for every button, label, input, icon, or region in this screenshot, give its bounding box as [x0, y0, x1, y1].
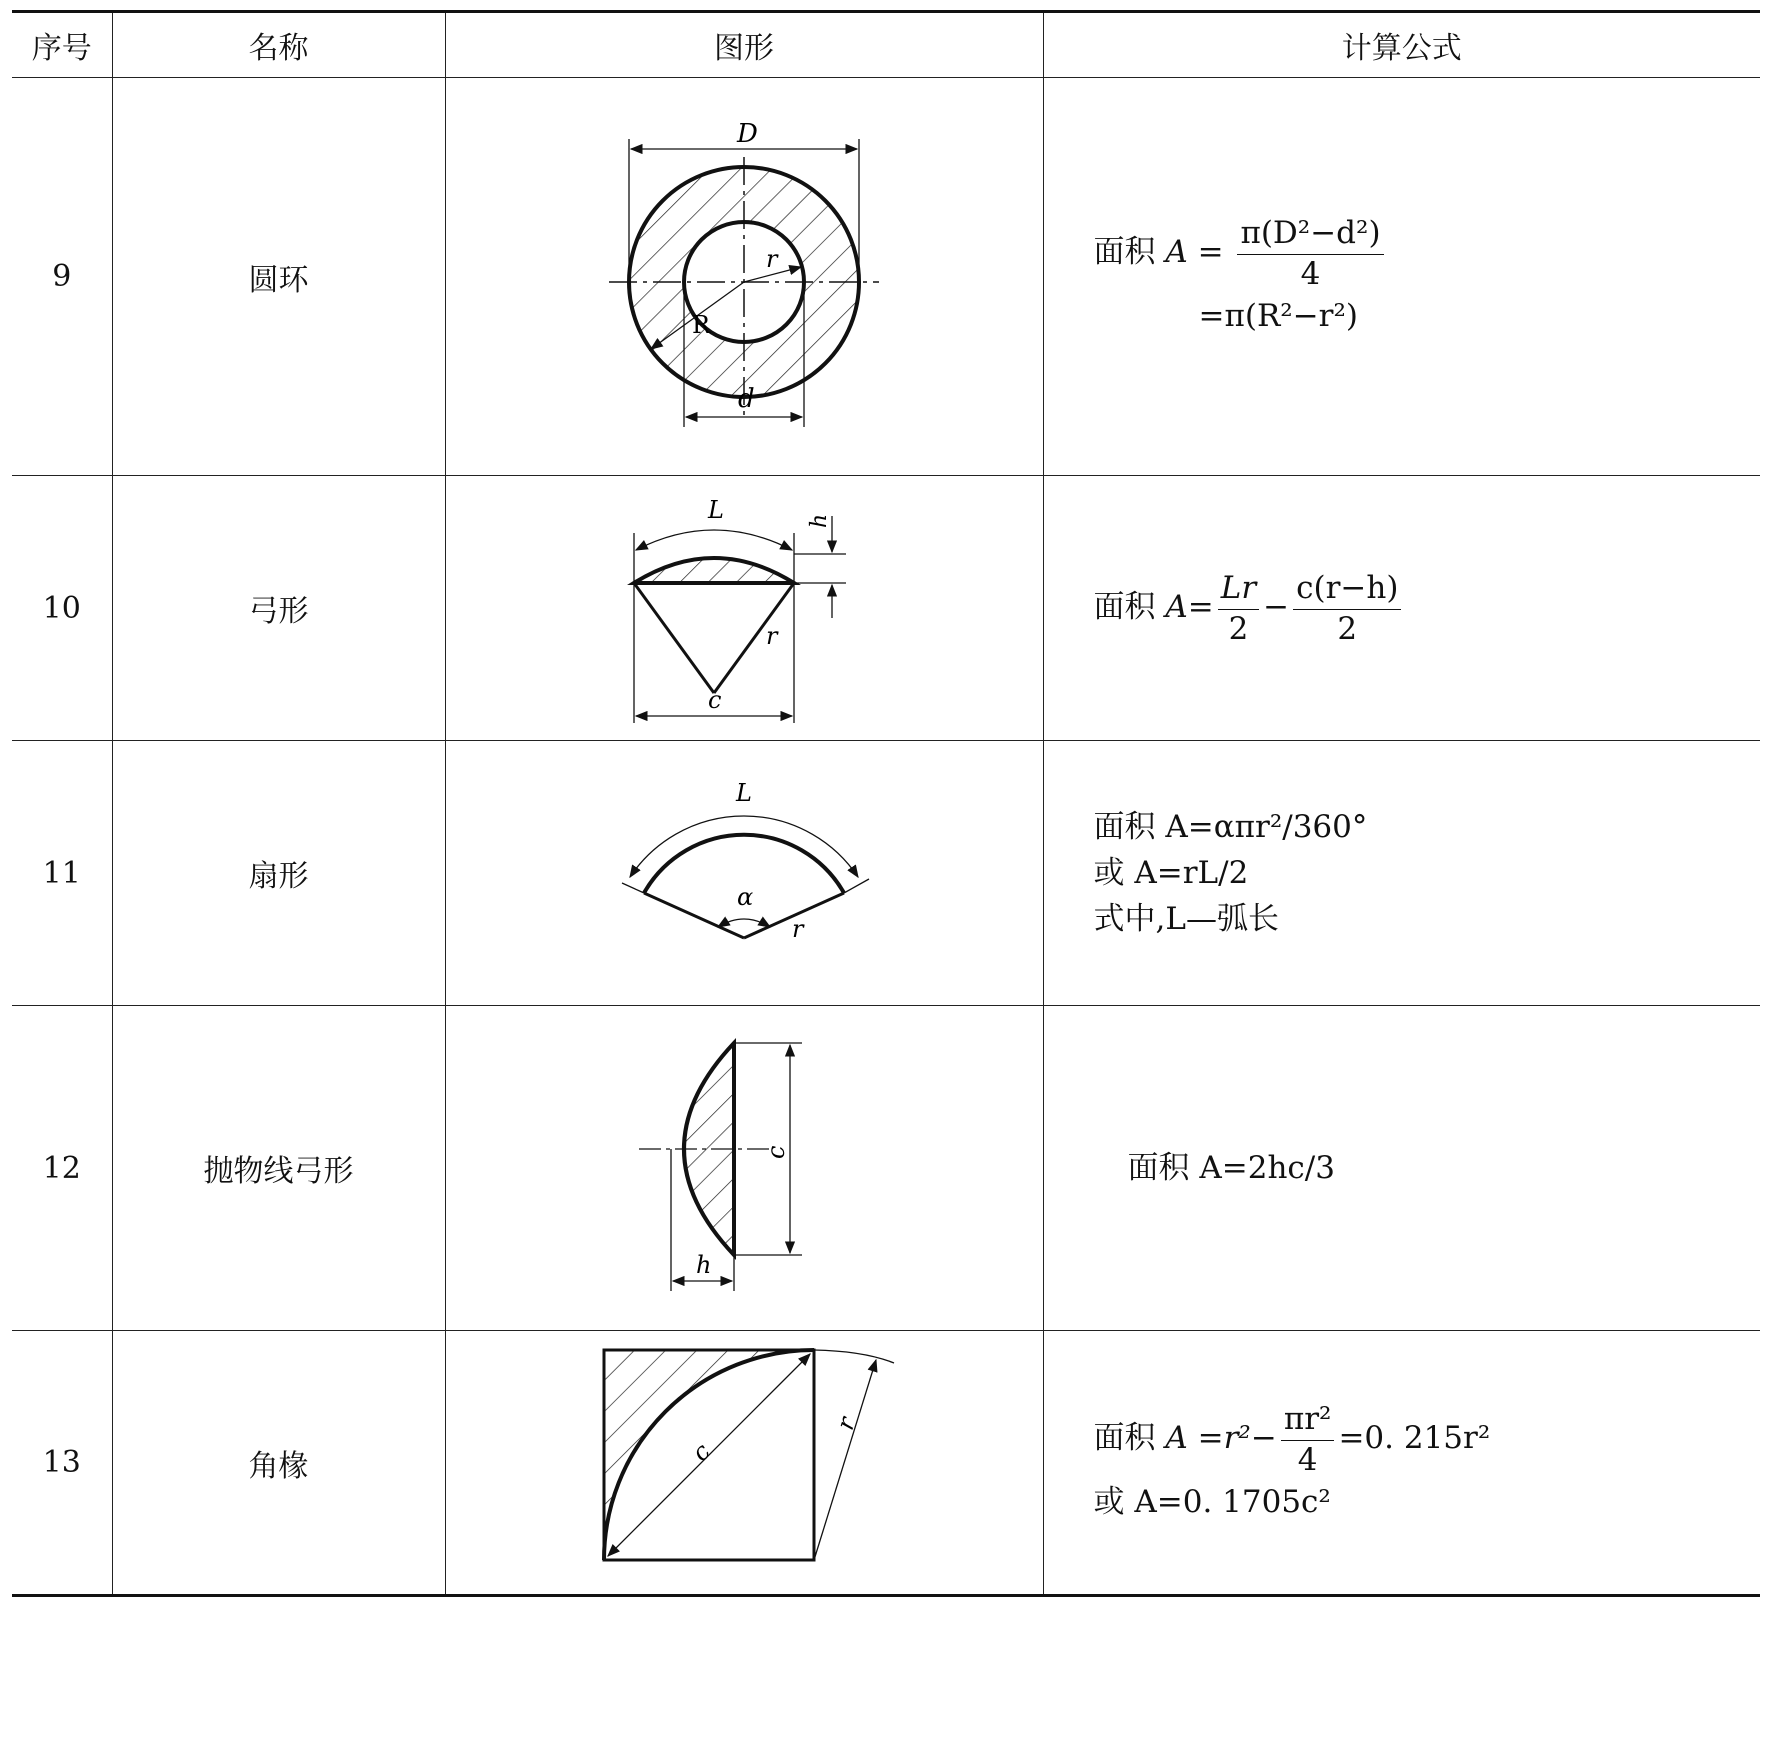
segment-formula [1043, 476, 1760, 741]
parabolic-figure [634, 1023, 854, 1313]
header-row [12, 12, 1760, 78]
formula-line-1: 面积 A=2hc/3 [1127, 1150, 1335, 1186]
label-alpha: α [737, 883, 754, 911]
label-h: h [807, 513, 832, 528]
parabolic-figure-cell [445, 1006, 1043, 1331]
annulus-figure-cell [445, 78, 1043, 476]
formula-var: A [1165, 234, 1188, 270]
annulus-figure [594, 97, 894, 457]
annulus-formula [1043, 78, 1760, 476]
label-r: r [766, 244, 778, 273]
sector-figure-cell [445, 741, 1043, 1006]
formula-line-1: 面积 A=απr²/360° [1093, 809, 1368, 845]
row-name: 圆环 [112, 78, 445, 476]
table-row [12, 78, 1760, 476]
formula-lead: r²− [1223, 1420, 1277, 1456]
row-index: 13 [12, 1331, 112, 1596]
row-name: 扇形 [112, 741, 445, 1006]
row-name: 抛物线弓形 [112, 1006, 445, 1331]
table-row [12, 741, 1760, 1006]
label-R: R [692, 310, 711, 339]
fillet-formula [1043, 1331, 1760, 1596]
label-r: r [792, 915, 804, 943]
segment-figure [604, 488, 884, 728]
row-name: 角椽 [112, 1331, 445, 1596]
row-index: 10 [12, 476, 112, 741]
formula-minus: − [1263, 588, 1290, 625]
formula-var: A [1165, 1420, 1188, 1456]
row-name: 弓形 [112, 476, 445, 741]
row-index: 9 [12, 78, 112, 476]
fraction-denominator: 4 [1300, 256, 1321, 292]
sector-figure [594, 773, 894, 973]
table-row [12, 1331, 1760, 1596]
label-c: c [762, 1145, 790, 1159]
formula-eq: = [1197, 234, 1224, 270]
label-L: L [736, 779, 752, 807]
header-figure: 图形 [445, 12, 1043, 78]
table-row [12, 1006, 1760, 1331]
segment-figure-cell [445, 476, 1043, 741]
fraction-denominator: 4 [1297, 1442, 1318, 1478]
formula-fraction [1237, 214, 1383, 293]
area-formula-table [12, 10, 1760, 1597]
formula-fraction-2 [1293, 569, 1401, 648]
header-name: 名称 [112, 12, 445, 78]
label-c: c [686, 1436, 716, 1467]
header-formula: 计算公式 [1043, 12, 1760, 78]
label-D: D [737, 118, 758, 149]
label-c: c [708, 686, 722, 714]
label-d: d [738, 383, 755, 414]
fraction-numerator: πr² [1281, 1400, 1335, 1441]
formula-eq: = [1197, 1420, 1224, 1456]
formula-prefix: 面积 [1093, 234, 1156, 270]
row-index: 12 [12, 1006, 112, 1331]
label-r: r [766, 622, 778, 650]
row-index: 11 [12, 741, 112, 1006]
sector-formula [1043, 741, 1760, 1006]
header-index: 序号 [12, 12, 112, 78]
formula-table-sheet [12, 10, 1760, 1597]
formula-eq: = [1187, 588, 1214, 625]
formula-line-2: 或 A=rL/2 [1093, 855, 1249, 891]
formula-fraction [1281, 1400, 1335, 1479]
fraction-numerator: Lr [1218, 569, 1259, 610]
formula-line-2: 或 A=0. 1705c² [1093, 1484, 1331, 1520]
formula-prefix: 面积 [1093, 588, 1156, 625]
formula-fraction-1 [1218, 569, 1259, 648]
formula-prefix: 面积 [1093, 1420, 1156, 1456]
formula-line-3: 式中,L—弧长 [1093, 901, 1279, 937]
table-row [12, 476, 1760, 741]
fraction-numerator: π(D²−d²) [1237, 214, 1383, 255]
fillet-figure [584, 1338, 904, 1588]
fraction-numerator: c(r−h) [1293, 569, 1401, 610]
label-h: h [696, 1251, 712, 1279]
formula-var: A [1165, 588, 1188, 625]
fillet-figure-cell [445, 1331, 1043, 1596]
label-r: r [830, 1413, 862, 1433]
formula-line-2: =π(R²−r²) [1198, 298, 1359, 334]
formula-tail: =0. 215r² [1338, 1420, 1491, 1456]
fraction-denominator: 2 [1337, 610, 1358, 647]
label-L: L [708, 496, 724, 524]
parabolic-formula [1043, 1006, 1760, 1331]
fraction-denominator: 2 [1228, 610, 1249, 647]
